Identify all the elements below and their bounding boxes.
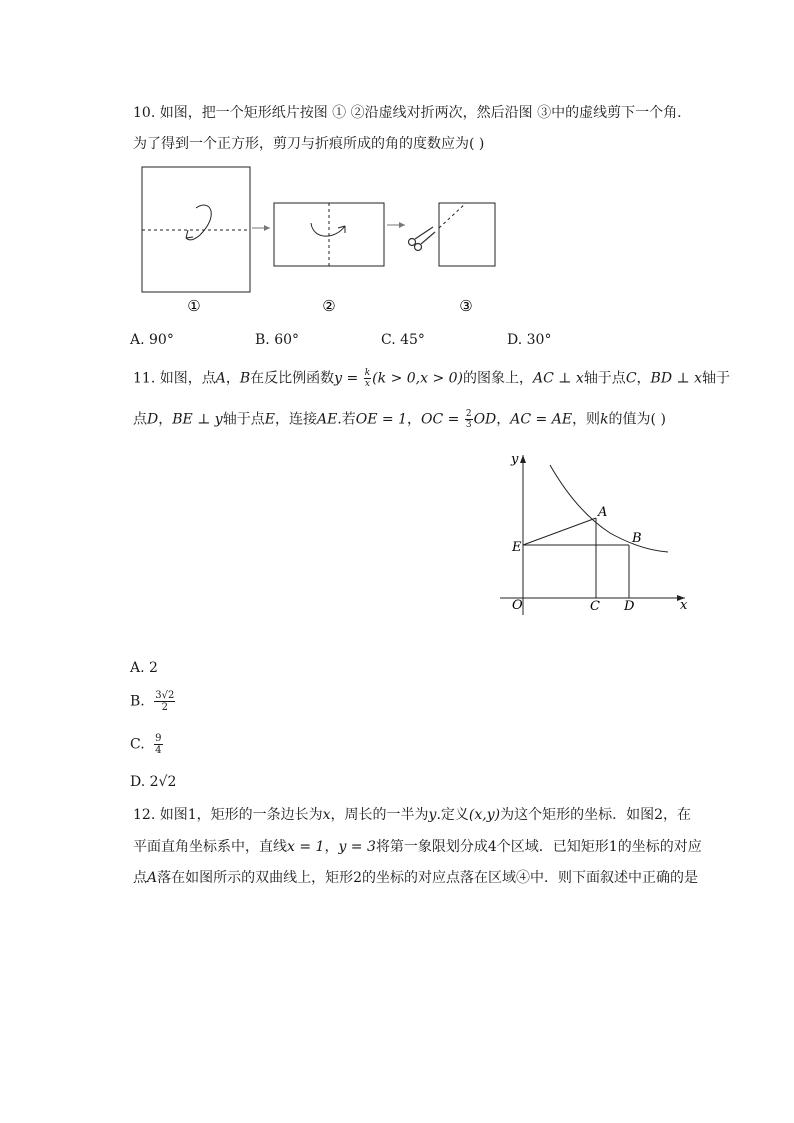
fig1-fold-arrow [186, 205, 211, 240]
q12-line2: 平面直角坐标系中，直线x = 1，y = 3将第一象限划分成4个区域．已知矩形1的坐标的对应 [133, 839, 702, 855]
q10-line2: 为了得到一个正方形，剪刀与折痕所成的角的度数应为( ) [133, 136, 485, 152]
k-over-x-fraction: $\frac{k}{x}$ [364, 368, 371, 389]
q11-line1: 11. 如图，点A，B在反比例函数y = $\frac{k}{x}$ (k > 0,x > 0)的图象上，AC ⊥ x轴于点C，BD ⊥ x轴于 [133, 368, 731, 389]
label-x: x [680, 598, 688, 613]
arrow-2-3-head [399, 222, 405, 228]
q11-graph [495, 445, 705, 620]
label-d: D [624, 599, 635, 614]
q12-line1: 12. 如图1，矩形的一条边长为x，周长的一半为y.定义(x,y)为这个矩形的坐标．如图2，在 [133, 807, 692, 823]
q11-option-a[interactable]: A. 2 [130, 660, 158, 676]
q11-option-d[interactable]: D. 2√2 [130, 774, 177, 790]
two-thirds-fraction: $\frac{2}{3}$ [465, 409, 472, 430]
q10-option-a[interactable]: A. 90° [130, 332, 174, 348]
fig2-label: ② [322, 297, 336, 315]
q10-option-d[interactable]: D. 30° [507, 332, 552, 348]
q11-option-b[interactable]: B. $\frac{3√2}{2}$ [130, 690, 175, 713]
q10-option-b[interactable]: B. 60° [255, 332, 300, 348]
fig1-arrow-head [186, 230, 193, 238]
label-y: y [511, 452, 519, 467]
arrow-1-2-head [264, 225, 270, 231]
q11-line2: 点D，BE ⊥ y轴于点E，连接AE.若OE = 1，OC = $\frac{2}{3}$ OD，AC = AE，则k的值为( ) [133, 409, 666, 430]
q10-figure [130, 160, 510, 320]
q12-line3: 点A落在如图所示的双曲线上，矩形2的坐标的对应点落在区域④中．则下面叙述中正确的是 [133, 870, 699, 886]
q10-line1: 10. 如图，把一个矩形纸片按图 ① ②沿虚线对折两次，然后沿图 ③中的虚线剪下一个角. [133, 105, 682, 121]
segment-ae [523, 518, 596, 545]
fig1-label: ① [187, 297, 201, 315]
fig3-rect [439, 203, 495, 266]
scissors-icon [409, 227, 436, 251]
label-b: B [632, 531, 642, 546]
label-e: E [512, 540, 522, 555]
fig3-label: ③ [459, 297, 473, 315]
label-a: A [598, 505, 608, 520]
hyperbola-curve [550, 465, 668, 552]
label-o: O [512, 598, 523, 613]
fig2-fold-arrow [311, 223, 345, 236]
label-c: C [590, 599, 600, 614]
fig3-cut-line [439, 203, 466, 228]
y-axis-arrow [520, 455, 526, 463]
q11-option-c[interactable]: C. $\frac{9}{4}$ [130, 733, 162, 756]
q10-option-c[interactable]: C. 45° [381, 332, 425, 348]
